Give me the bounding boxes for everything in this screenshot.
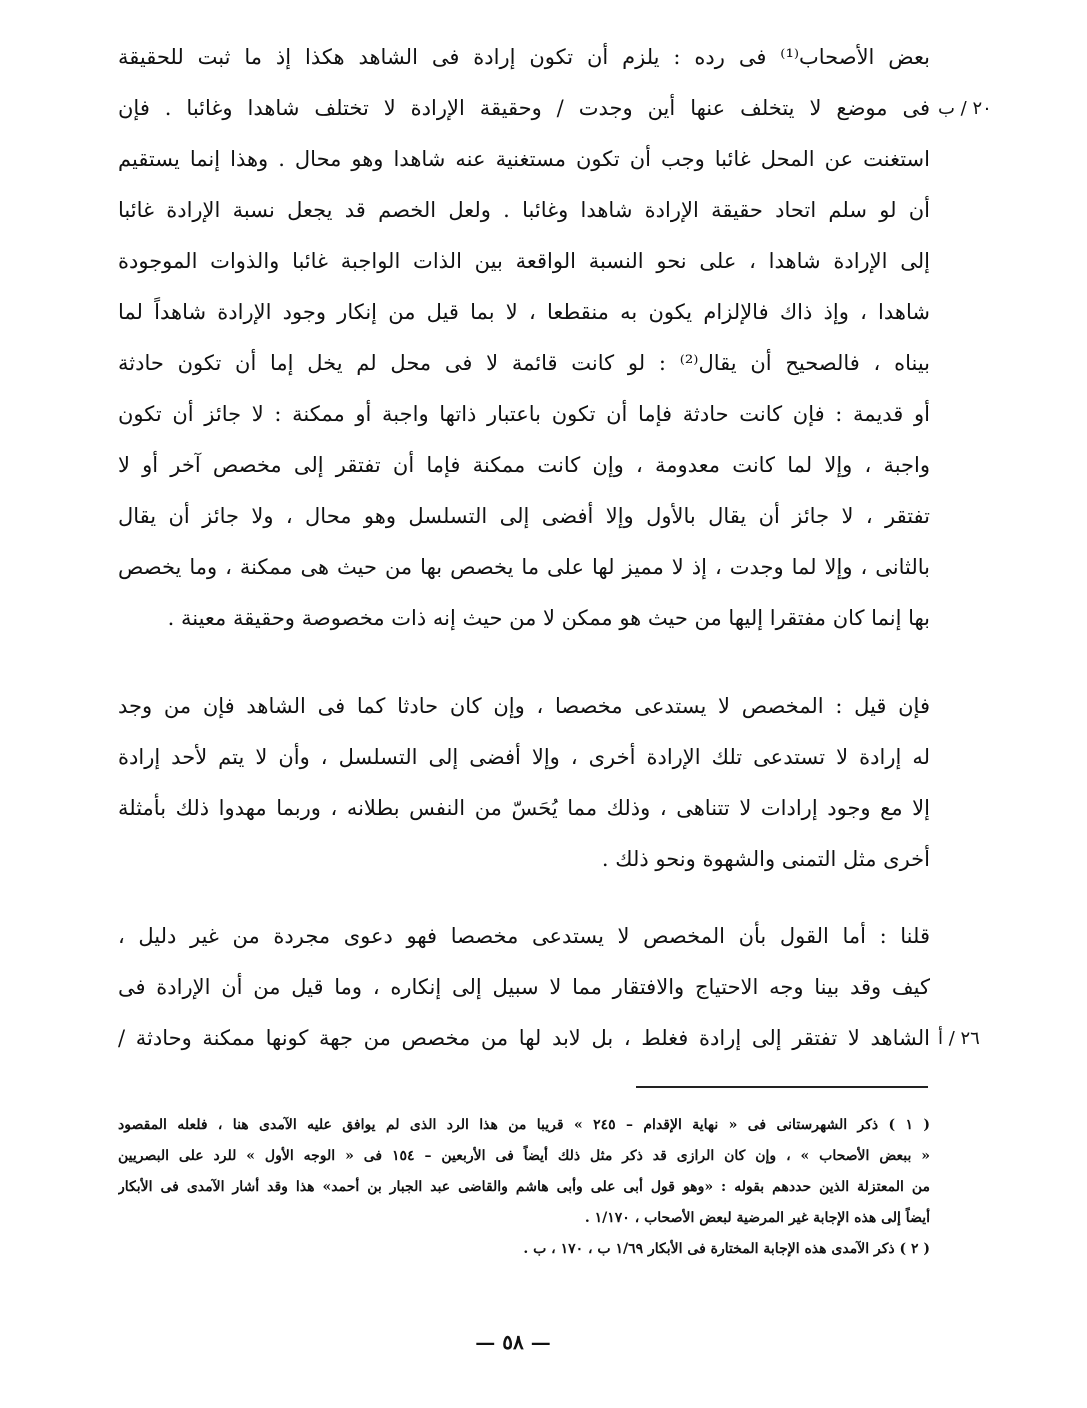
text-line: قلنا : أما القول بأن المخصص لا يستدعى مخصصا فهو دعوى مجردة من غير دليل ، <box>118 924 930 948</box>
footnote-line: « ببعض الأصحاب » ، وإن كان الرازى قد ذكر مثل ذلك أيضاً فى الأربعين – ١٥٤ فى « الوجه الأول » للرد على البصريين <box>118 1148 930 1164</box>
folio-marker: ٢٠ / ب <box>938 98 992 119</box>
footnote-separator <box>636 1086 928 1088</box>
text-line: بالثانى ، وإلا لما وجدت ، إذ لا مميز لها على ما يخصص بها من حيث هى ممكنة ، وما يخصص <box>118 555 930 579</box>
footnote-line: من المعتزلة الذين حددهم بقوله : «وهو قول أبى على وأبى هاشم والقاضى عبد الجبار بن أحمد» هذا وقد أشار الآمدى فى الأبكار <box>118 1179 930 1195</box>
text-line: بها إنما كان مفتقرا إليها من حيث هو ممكن لا من حيث إنه ذات مخصوصة وحقيقة معينة . <box>167 606 930 630</box>
text-line: أو قديمة : فإن كانت حادثة فإما أن تكون باعتبار ذاتها واجبة أو ممكنة : لا جائز أن تكون <box>118 402 930 426</box>
paragraph-3 <box>118 911 930 1064</box>
text-line: تفتقر ، لا جائز أن يقال بالأول وإلا أفضى إلى التسلسل وهو محال ، ولا جائز أن يقال <box>118 504 930 528</box>
text-line: بعض الأصحاب⁽¹⁾ فى رده : يلزم أن تكون إرادة فى الشاهد هكذا إذ ما ثبت للحقيقة <box>118 45 930 69</box>
paragraph-1 <box>118 32 930 644</box>
text-line: استغنت عن المحل غائبا وجب أن تكون مستغنية عنه شاهدا وهو محال . وهذا إنما يستقيم <box>118 147 930 171</box>
text-line: إلى الإرادة شاهدا ، على نحو النسبة الواقعة بين الذات الواجبة غائبا والذوات الموجودة <box>118 249 930 273</box>
footnote-line: ( ١ ) ذكر الشهرستانى فى « نهاية الإقدام – ٢٤٥ » قريبا من هذا الرد الذى لم يوافق عليه الآمدى هنا ، فلعله المقصود <box>118 1117 930 1133</box>
text-line: كيف وقد بينا وجه الاحتياج والافتقار مما لا سبيل إلى إنكاره ، وما قيل من أن الإرادة فى <box>118 975 930 999</box>
text-line: أخرى مثل التمنى والشهوة ونحو ذلك . <box>601 847 930 871</box>
footnote-line: أيضاً إلى هذه الإجابة غير المرضية لبعض الأصحاب ، ١/١٧٠ . <box>584 1210 930 1226</box>
text-line: شاهدا ، وإذ ذاك فالإلزام يكون به منقطعا ، لا بما قيل من إنكار وجود الإرادة شاهداً لما <box>118 300 930 324</box>
text-line: إلا مع وجود إرادات لا تتناهى ، وذلك مما يُحَسّ من النفس بطلانه ، وربما مهدوا ذلك بأمثلة <box>118 796 930 820</box>
text-line: فى موضع لا يتخلف عنها أين وجدت / وحقيقة الإرادة لا تختلف شاهدا وغائبا . فإن <box>118 96 930 120</box>
text-line: الشاهد لا تفتقر إلى إرادة فغلط ، بل لابد لها من مخصص من جهة كونها ممكنة وحادثة / <box>118 1026 930 1050</box>
text-line: له إرادة لا تستدعى تلك الإرادة أخرى ، وإلا أفضى إلى التسلسل ، وأن لا يتم لأحد إرادة <box>118 745 930 769</box>
footnotes <box>118 1110 930 1265</box>
folio-marker: ٢٦ / أ <box>938 1028 980 1049</box>
text-line: بيناه ، فالصحيح أن يقال⁽²⁾ : لو كانت قائمة لا فى محل لم يخل إما أن تكون حادثة <box>118 351 930 375</box>
page-number: — ٥٨ — <box>475 1330 551 1354</box>
text-line: فإن قيل : المخصص لا يستدعى مخصصا ، وإن كان حادثا كما فى الشاهد فإن من وجد <box>118 694 930 718</box>
footnote-line: ( ٢ ) ذكر الآمدى هذه الإجابة المختارة فى الأبكار ١/٦٩ ب ، ١٧٠ ، ب . <box>523 1241 930 1257</box>
paragraph-2 <box>118 681 930 885</box>
text-line: أن لو سلم اتحاد حقيقة الإرادة شاهدا وغائبا . ولعل الخصم قد يجعل نسبة الإرادة غائبا <box>118 198 930 222</box>
text-line: واجبة ، وإلا لما كانت معدومة ، وإن كانت ممكنة فإما أن تفتقر إلى مخصص آخر أو لا <box>118 453 930 477</box>
